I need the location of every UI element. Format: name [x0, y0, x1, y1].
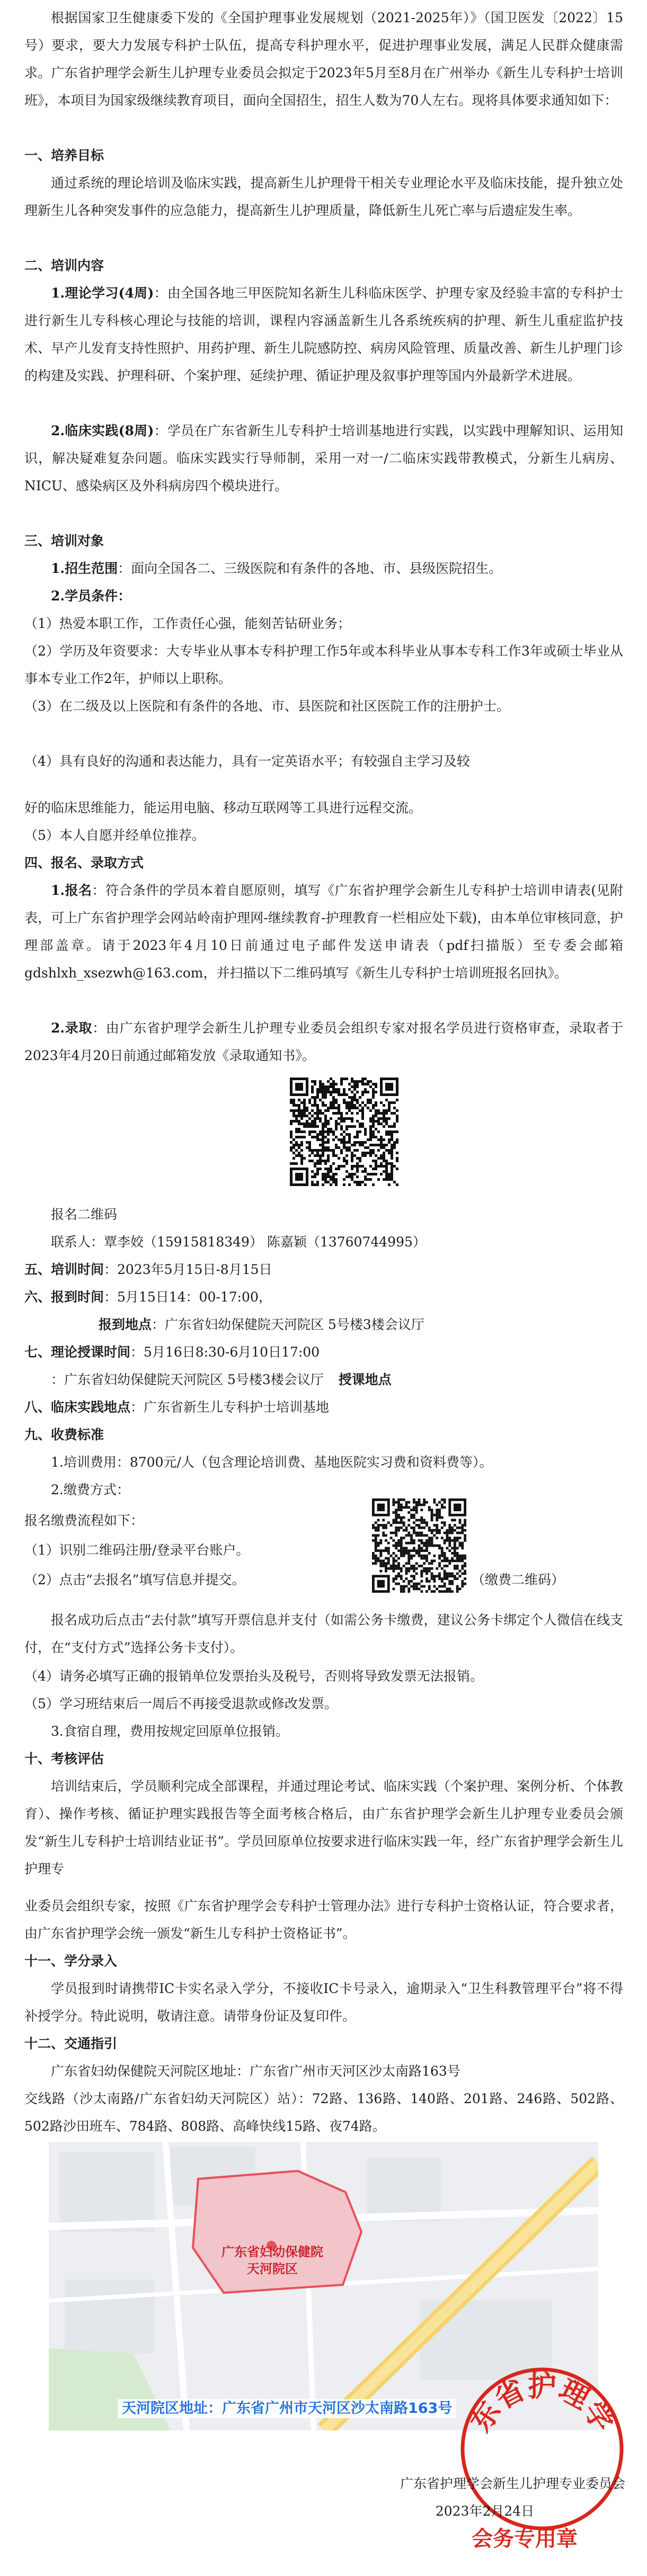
section-8-title: 八、临床实践地点 [24, 1399, 131, 1415]
section-6 [24, 1283, 623, 1311]
section-4-admit [24, 1015, 623, 1070]
intro-paragraph: 根据国家卫生健康委下发的《全国护理事业发展规划（2021-2025年）》（国卫医发〔2022〕15号）要求，要大力发展专科护士队伍，提高专科护理水平，促进护理事业发展，满足人民群众健康需求。广东省护理学会新生儿护理专业委员会拟定于2023年5月至8月在广州举办《新生儿专科护士培训班》，本项目为国家级继续教育项目，面向全国招生，招生人数为70人左右。现将具体要求通知如下： [24, 10, 623, 108]
section-2-theory [24, 280, 623, 390]
section-6-title: 六、报到时间 [24, 1289, 104, 1305]
section-12-title: 十二、交通指引 [24, 2036, 118, 2051]
fee-amount: 1.培训费用：8700元/人（包含理论培训费、基地医院实习费和资料费等）。 [51, 1455, 493, 1470]
section-4-title: 四、报名、录取方式 [24, 855, 144, 870]
condition-1: （1）热爱本职工作，工作责任心强，能刻苦钻研业务； [24, 616, 351, 631]
section-5-title: 五、培训时间 [24, 1262, 104, 1277]
theory-label: 1.理论学习(4周) [51, 285, 154, 301]
section-8 [24, 1394, 623, 1421]
section-7 [24, 1339, 623, 1366]
section-6-body: ：5月15日14：00-17:00， [104, 1289, 272, 1305]
signing-date: 2023年2月24日 [435, 2503, 535, 2519]
section-2-practice [24, 417, 623, 500]
section-7-place-label: 授课地点 [338, 1372, 392, 1387]
theory-body: ：由全国各地三甲医院知名新生儿科临床医学、护理专家及经验丰富的专科护士进行新生儿专科核心理论与技能的培训，课程内容涵盖新生儿各系统疾病的护理、新生儿重症监护技术、早产儿发育支持性照护、用药护理、新生儿院感防控、病房风险管理、质量改善、新生儿护理门诊的构建及实践、护理科研、个案护理、延续护理、循证护理及叙事护理等国内外最新学术进展。 [24, 285, 623, 383]
section-10-body-b: 业委员会组织专家，按照《广东省护理学会专科护士管理办法》进行专科护士资格认证，符合要求者，由广东省护理学会统一颁发“新生儿专科护士资格证书”。 [24, 1898, 623, 1941]
section-7-title: 七、理论授课时间 [24, 1344, 131, 1360]
payment-step-5: （5）学习班结束后一周后不再接受退款或修改发票。 [24, 1696, 338, 1711]
payment-qr-caption: （缴费二维码） [472, 1572, 565, 1587]
hospital-address: 广东省妇幼保健院天河院区地址：广东省广州市天河区沙太南路163号 [51, 2063, 460, 2079]
practice-label: 2.临床实践(8周) [51, 423, 154, 438]
section-6-place-body: ：广东省妇幼保健院天河院区 5号楼3楼会议厅 [152, 1317, 424, 1332]
section-2-title: 二、培训内容 [24, 258, 104, 273]
admit-label: 2.录取 [51, 1020, 93, 1036]
section-3-scope [24, 555, 623, 582]
payment-step-4: （4）请务必填写正确的报销单位发票抬头及税号，否则将导致发票无法报销。 [24, 1668, 483, 1684]
section-11-title: 十一、学分录入 [24, 1953, 118, 1969]
section-6-place-label: 报到地点 [99, 1317, 152, 1332]
section-8-body: ：广东省新生儿专科护士培训基地 [130, 1399, 330, 1415]
admit-body: ：由广东省护理学会新生儿护理专业委员会组织专家对报名学员进行资格审查，录取者于2023年4月20日前通过邮箱发放《录取通知书》。 [24, 1020, 623, 1063]
condition-2: （2）学历及年资要求：大专毕业从事本专科护理工作5年或本科毕业从事本专科工作3年或硕士毕业从事本专业工作2年，护师以上职称。 [24, 643, 623, 686]
accommodation-note: 3.食宿自理，费用按规定回原单位报销。 [51, 1724, 289, 1739]
condition-5: （5）本人自愿并经单位推荐。 [24, 828, 205, 843]
scope-body: ：面向全国各二、三级医院和有条件的各地、市、县级医院招生。 [118, 561, 502, 576]
map-hospital-name: 广东省妇幼保健院 [221, 2245, 323, 2259]
section-1-title: 一、培养目标 [24, 148, 104, 163]
bus-routes: 交线路（沙太南路/广东省妇幼天河院区）站）：72路、136路、140路、201路、246路、502路、502路沙田班车、784路、808路、高峰快线15路、夜74路。 [24, 2091, 623, 2134]
apply-label: 1.报名 [51, 883, 92, 898]
section-5-body: ：2023年5月15日-8月15日 [104, 1262, 272, 1277]
payment-method: 2.缴费方式： [51, 1482, 130, 1497]
section-10-body-a: 培训结束后，学员顺利完成全部课程，并通过理论考试、临床实践（个案护理、案例分析、个体教育）、操作考核、循证护理实践报告等全面考核合格后，由广东省护理学会新生儿护理专业委员会颁发“新生儿专科护士培训结业证书”。学员回原单位按要求进行临床实践一年，经广东省护理学会新生儿护理专 [24, 1779, 623, 1877]
section-10-title: 十、考核评估 [24, 1751, 104, 1766]
payment-step-1: （1）识别二维码注册/登录平台账户。 [24, 1542, 250, 1558]
section-4-apply [24, 877, 623, 987]
section-6-place [99, 1311, 623, 1339]
seal-bottom-text: 会务专用章 [472, 2526, 578, 2551]
map-hospital-campus: 天河院区 [247, 2261, 298, 2276]
section-3-title: 三、培训对象 [24, 533, 104, 549]
apply-body: ：符合条件的学员本着自愿原则，填写《广东省护理学会新生儿专科护士培训申请表(见附表，可上广东省护理学会网站岭南护理网-继续教育-护理教育一栏相应处下载)，由本单位审核同意，护理部盖章。请于2023年4月10日前通过电子邮件发送申请表（pdf扫描版）至专委会邮箱gdshlxh_xsezwh@163.com，并扫描以下二维码填写《新生儿专科护士培训班报名回执》。 [24, 883, 623, 981]
payment-step-3: 报名成功后点击“去付款”填写开票信息并支付（如需公务卡缴费，建议公务卡绑定个人微信在线支付，在“支付方式”选择公务卡支付）。 [24, 1612, 623, 1655]
scope-label: 1.招生范围 [51, 561, 118, 576]
condition-4a: （4）具有良好的沟通和表达能力，具有一定英语水平；有较强自主学习及较 [24, 753, 470, 769]
registration-qr-code[interactable] [290, 1078, 398, 1186]
condition-3: （3）在二级及以上医院和有条件的各地、市、县医院和社区医院工作的注册护士。 [24, 698, 510, 714]
section-7-place [51, 1366, 623, 1394]
registration-qr-caption: 报名二维码 [51, 1207, 118, 1222]
svg-text:东省护理学: 东省护理学 [463, 2369, 621, 2438]
section-7-body: ：5月16日8:30-6月10日17:00 [130, 1344, 320, 1360]
section-1-body: 通过系统的理论培训及临床实践，提高新生儿护理骨干相关专业理论水平及临床技能，提升独立处理新生儿各种突发事件的应急能力，提高新生儿护理质量，降低新生儿死亡率与后遗症发生率。 [24, 175, 623, 218]
signing-organization: 广东省护理学会新生儿护理专业委员会 [400, 2476, 625, 2491]
payment-flow-title: 报名缴费流程如下： [24, 1513, 144, 1528]
payment-step-2: （2）点击“去报名”填写信息并提交。 [24, 1572, 245, 1587]
section-9-title: 九、收费标准 [24, 1427, 104, 1442]
section-3-conditions: 2.学员条件： [51, 588, 131, 604]
practice-body: ：学员在广东省新生儿专科护士培训基地进行实践，以实践中理解知识、运用知识，解决疑难复杂问题。临床实践实行导师制，采用一对一/二临床实践带教模式，分新生儿病房、NICU、感染病区及外科病房四个模块进行。 [24, 423, 623, 493]
section-5 [24, 1256, 623, 1283]
section-7-place-body: ：广东省妇幼保健院天河院区 5号楼3楼会议厅 [51, 1372, 324, 1387]
condition-4b: 好的临床思维能力，能运用电脑、移动互联网等工具进行远程交流。 [24, 800, 422, 815]
contact-line: 联系人：覃李姣（15915818349） 陈嘉颖（13760744995） [51, 1234, 426, 1250]
map-address-banner: 天河院区地址：广东省广州市天河区沙太南路163号 [118, 2399, 456, 2418]
payment-qr-code[interactable] [372, 1498, 466, 1593]
section-11-body: 学员报到时请携带IC卡实名录入学分，不接收IC卡号录入，逾期录入“卫生科教管理平台”将不得补授学分。特此说明，敬请注意。请带身份证及复印件。 [24, 1981, 623, 2024]
